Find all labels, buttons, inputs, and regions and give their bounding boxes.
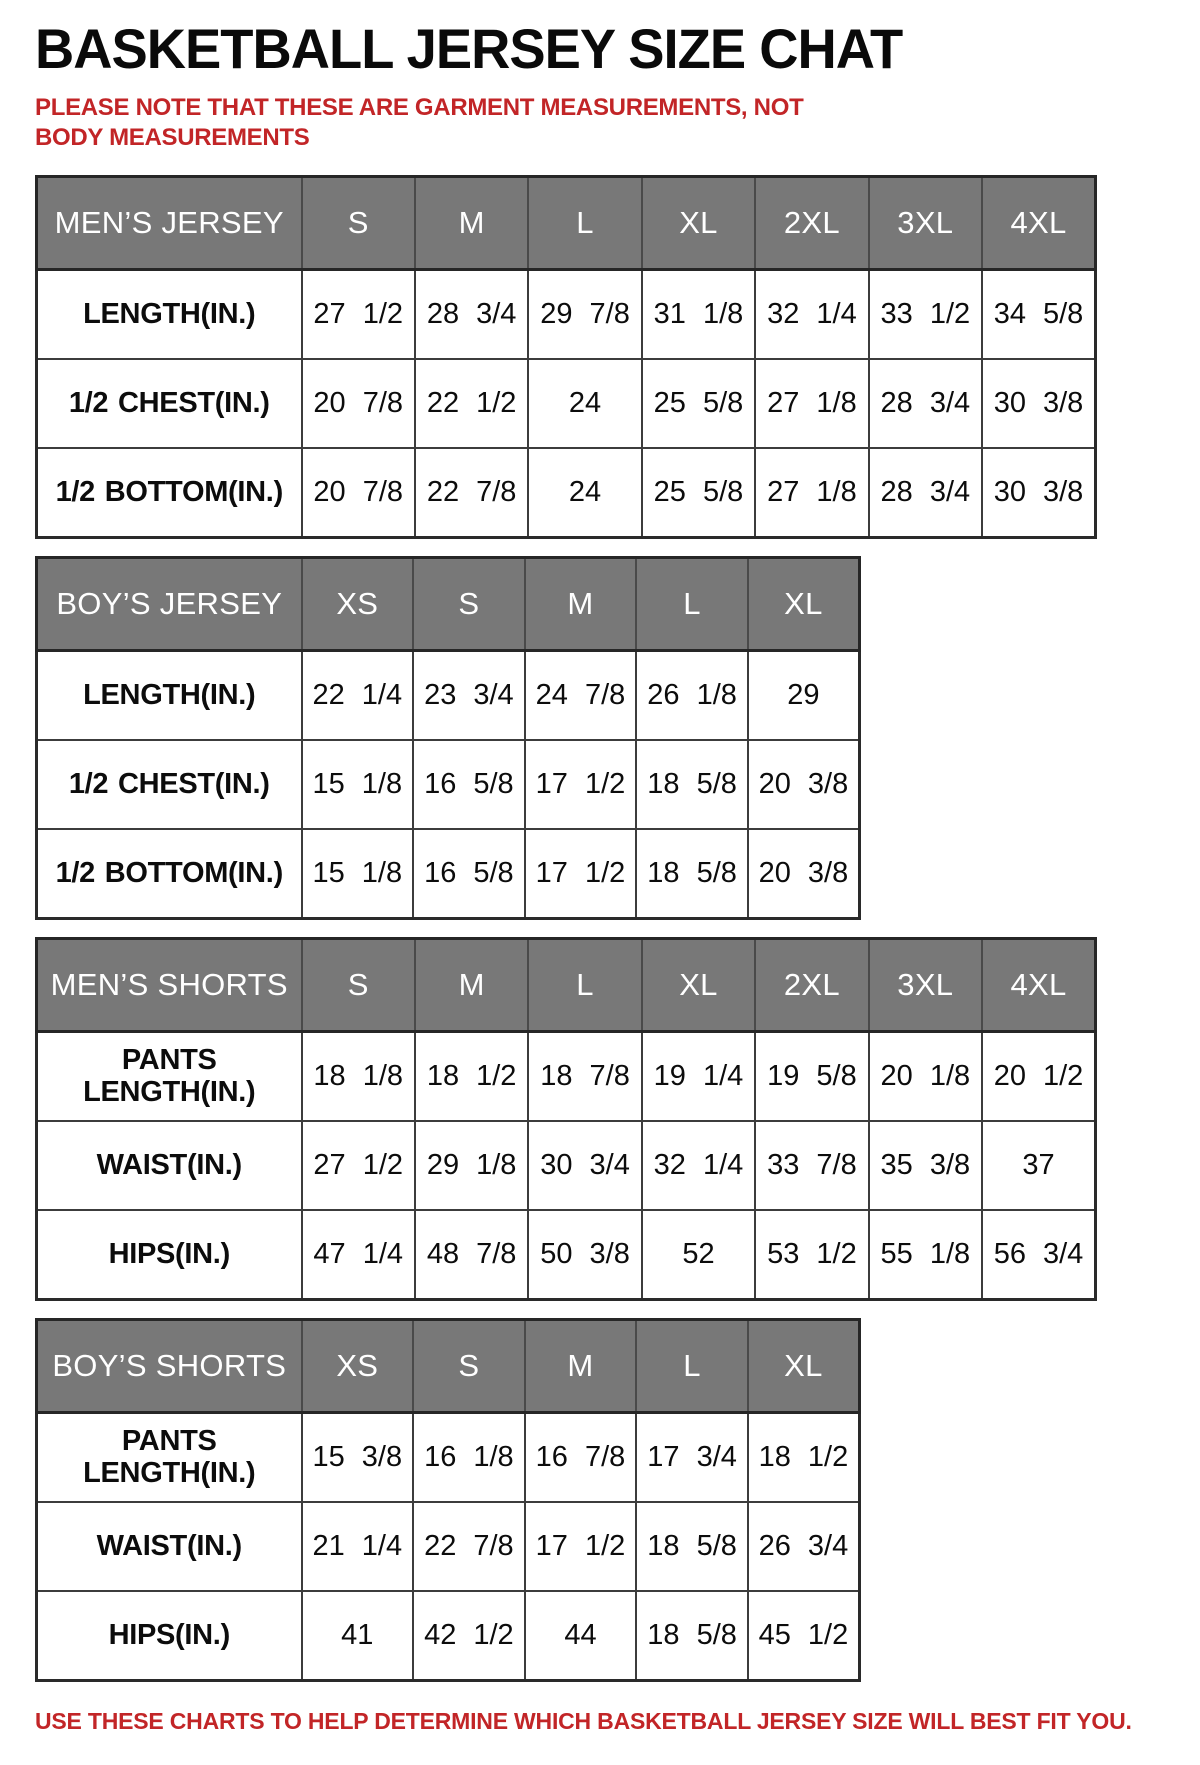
value-cell: 16 5/8	[413, 740, 525, 829]
value-cell: 19 1/4	[642, 1031, 755, 1121]
value-cell: 17 1/2	[525, 740, 637, 829]
value-cell: 32 1/4	[755, 269, 868, 359]
size-header-l: L	[636, 557, 748, 650]
size-header-m: M	[525, 557, 637, 650]
measurement-row	[37, 269, 1096, 359]
value-cell: 25 5/8	[642, 359, 755, 448]
size-header-l: L	[528, 938, 641, 1031]
row-label: HIPS(IN.)	[37, 1591, 302, 1681]
page-title: BASKETBALL JERSEY SIZE CHAT	[35, 17, 903, 80]
size-header-xl: XL	[748, 557, 860, 650]
value-cell: 24 7/8	[525, 650, 637, 740]
row-label: PANTS LENGTH(IN.)	[37, 1412, 302, 1502]
value-cell: 18 1/2	[415, 1031, 528, 1121]
size-header-xl: XL	[642, 176, 755, 269]
value-cell: 20 7/8	[302, 359, 415, 448]
size-header-s: S	[413, 1319, 525, 1412]
value-cell: 52	[642, 1210, 755, 1300]
row-label: 1/2 CHEST(IN.)	[37, 740, 302, 829]
size-header-xl: XL	[642, 938, 755, 1031]
garment-measurements-note: PLEASE NOTE THAT THESE ARE GARMENT MEASUREMENTS, NOT BODY MEASUREMENTS	[35, 93, 804, 151]
size-table-men-s-shorts	[35, 937, 1097, 1301]
row-label: HIPS(IN.)	[37, 1210, 302, 1300]
measurement-row	[37, 1412, 860, 1502]
measurement-row	[37, 1591, 860, 1681]
measurement-row	[37, 650, 860, 740]
measurement-row	[37, 1121, 1096, 1210]
value-cell: 37	[982, 1121, 1095, 1210]
value-cell: 24	[528, 359, 641, 448]
row-label: LENGTH(IN.)	[37, 269, 302, 359]
value-cell: 20 1/2	[982, 1031, 1095, 1121]
value-cell: 27 1/2	[302, 269, 415, 359]
size-header-m: M	[415, 176, 528, 269]
value-cell: 18 7/8	[528, 1031, 641, 1121]
value-cell: 20 1/8	[869, 1031, 982, 1121]
size-header-s: S	[413, 557, 525, 650]
row-label: 1/2 BOTTOM(IN.)	[37, 448, 302, 538]
table-title-cell: MEN’S SHORTS	[37, 938, 302, 1031]
value-cell: 26 1/8	[636, 650, 748, 740]
value-cell: 33 7/8	[755, 1121, 868, 1210]
size-header-s: S	[302, 938, 415, 1031]
value-cell: 28 3/4	[869, 448, 982, 538]
value-cell: 20 3/8	[748, 740, 860, 829]
value-cell: 22 7/8	[415, 448, 528, 538]
value-cell: 18 1/8	[302, 1031, 415, 1121]
size-header-m: M	[415, 938, 528, 1031]
value-cell: 45 1/2	[748, 1591, 860, 1681]
value-cell: 29	[748, 650, 860, 740]
value-cell: 55 1/8	[869, 1210, 982, 1300]
size-table-men-s-jersey	[35, 175, 1097, 539]
value-cell: 18 1/2	[748, 1412, 860, 1502]
value-cell: 30 3/4	[528, 1121, 641, 1210]
row-label: PANTS LENGTH(IN.)	[37, 1031, 302, 1121]
value-cell: 26 3/4	[748, 1502, 860, 1591]
value-cell: 29 1/8	[415, 1121, 528, 1210]
size-header-3xl: 3XL	[869, 176, 982, 269]
value-cell: 16 7/8	[525, 1412, 637, 1502]
size-header-4xl: 4XL	[982, 176, 1095, 269]
row-label: 1/2 BOTTOM(IN.)	[37, 829, 302, 919]
value-cell: 56 3/4	[982, 1210, 1095, 1300]
value-cell: 22 1/4	[302, 650, 414, 740]
size-header-l: L	[528, 176, 641, 269]
size-header-3xl: 3XL	[869, 938, 982, 1031]
value-cell: 17 3/4	[636, 1412, 748, 1502]
value-cell: 31 1/8	[642, 269, 755, 359]
value-cell: 29 7/8	[528, 269, 641, 359]
value-cell: 28 3/4	[869, 359, 982, 448]
measurement-row	[37, 1031, 1096, 1121]
value-cell: 28 3/4	[415, 269, 528, 359]
table-title-cell: MEN’S JERSEY	[37, 176, 302, 269]
value-cell: 18 5/8	[636, 1591, 748, 1681]
measurement-row	[37, 740, 860, 829]
value-cell: 22 7/8	[413, 1502, 525, 1591]
value-cell: 17 1/2	[525, 829, 637, 919]
value-cell: 15 3/8	[302, 1412, 414, 1502]
value-cell: 42 1/2	[413, 1591, 525, 1681]
value-cell: 41	[302, 1591, 414, 1681]
value-cell: 27 1/8	[755, 359, 868, 448]
size-header-s: S	[302, 176, 415, 269]
value-cell: 30 3/8	[982, 359, 1095, 448]
value-cell: 19 5/8	[755, 1031, 868, 1121]
value-cell: 48 7/8	[415, 1210, 528, 1300]
size-header-xl: XL	[748, 1319, 860, 1412]
value-cell: 22 1/2	[415, 359, 528, 448]
value-cell: 23 3/4	[413, 650, 525, 740]
row-label: WAIST(IN.)	[37, 1502, 302, 1591]
footer-note: USE THESE CHARTS TO HELP DETERMINE WHICH BASKETBALL JERSEY SIZE WILL BEST FIT YOU.	[35, 1707, 1132, 1734]
value-cell: 27 1/8	[755, 448, 868, 538]
value-cell: 18 5/8	[636, 1502, 748, 1591]
value-cell: 16 5/8	[413, 829, 525, 919]
value-cell: 27 1/2	[302, 1121, 415, 1210]
value-cell: 35 3/8	[869, 1121, 982, 1210]
table-title-cell: BOY’S SHORTS	[37, 1319, 302, 1412]
header-row	[37, 1319, 860, 1412]
value-cell: 24	[528, 448, 641, 538]
row-label: LENGTH(IN.)	[37, 650, 302, 740]
measurement-row	[37, 359, 1096, 448]
value-cell: 17 1/2	[525, 1502, 637, 1591]
tables-container	[35, 175, 1165, 1682]
size-header-4xl: 4XL	[982, 938, 1095, 1031]
measurement-row	[37, 1502, 860, 1591]
header-row	[37, 176, 1096, 269]
size-header-xs: XS	[302, 1319, 414, 1412]
header-row	[37, 557, 860, 650]
size-table-boy-s-jersey	[35, 556, 861, 920]
row-label: WAIST(IN.)	[37, 1121, 302, 1210]
value-cell: 18 5/8	[636, 829, 748, 919]
value-cell: 20 7/8	[302, 448, 415, 538]
measurement-row	[37, 1210, 1096, 1300]
value-cell: 25 5/8	[642, 448, 755, 538]
size-table-boy-s-shorts	[35, 1318, 861, 1682]
value-cell: 18 5/8	[636, 740, 748, 829]
size-header-xs: XS	[302, 557, 414, 650]
value-cell: 16 1/8	[413, 1412, 525, 1502]
header-row	[37, 938, 1096, 1031]
value-cell: 50 3/8	[528, 1210, 641, 1300]
value-cell: 47 1/4	[302, 1210, 415, 1300]
value-cell: 21 1/4	[302, 1502, 414, 1591]
value-cell: 33 1/2	[869, 269, 982, 359]
size-header-m: M	[525, 1319, 637, 1412]
value-cell: 44	[525, 1591, 637, 1681]
measurement-row	[37, 448, 1096, 538]
value-cell: 15 1/8	[302, 740, 414, 829]
value-cell: 32 1/4	[642, 1121, 755, 1210]
value-cell: 30 3/8	[982, 448, 1095, 538]
size-header-2xl: 2XL	[755, 176, 868, 269]
table-title-cell: BOY’S JERSEY	[37, 557, 302, 650]
value-cell: 34 5/8	[982, 269, 1095, 359]
value-cell: 15 1/8	[302, 829, 414, 919]
value-cell: 53 1/2	[755, 1210, 868, 1300]
size-header-2xl: 2XL	[755, 938, 868, 1031]
row-label: 1/2 CHEST(IN.)	[37, 359, 302, 448]
measurement-row	[37, 829, 860, 919]
size-header-l: L	[636, 1319, 748, 1412]
value-cell: 20 3/8	[748, 829, 860, 919]
